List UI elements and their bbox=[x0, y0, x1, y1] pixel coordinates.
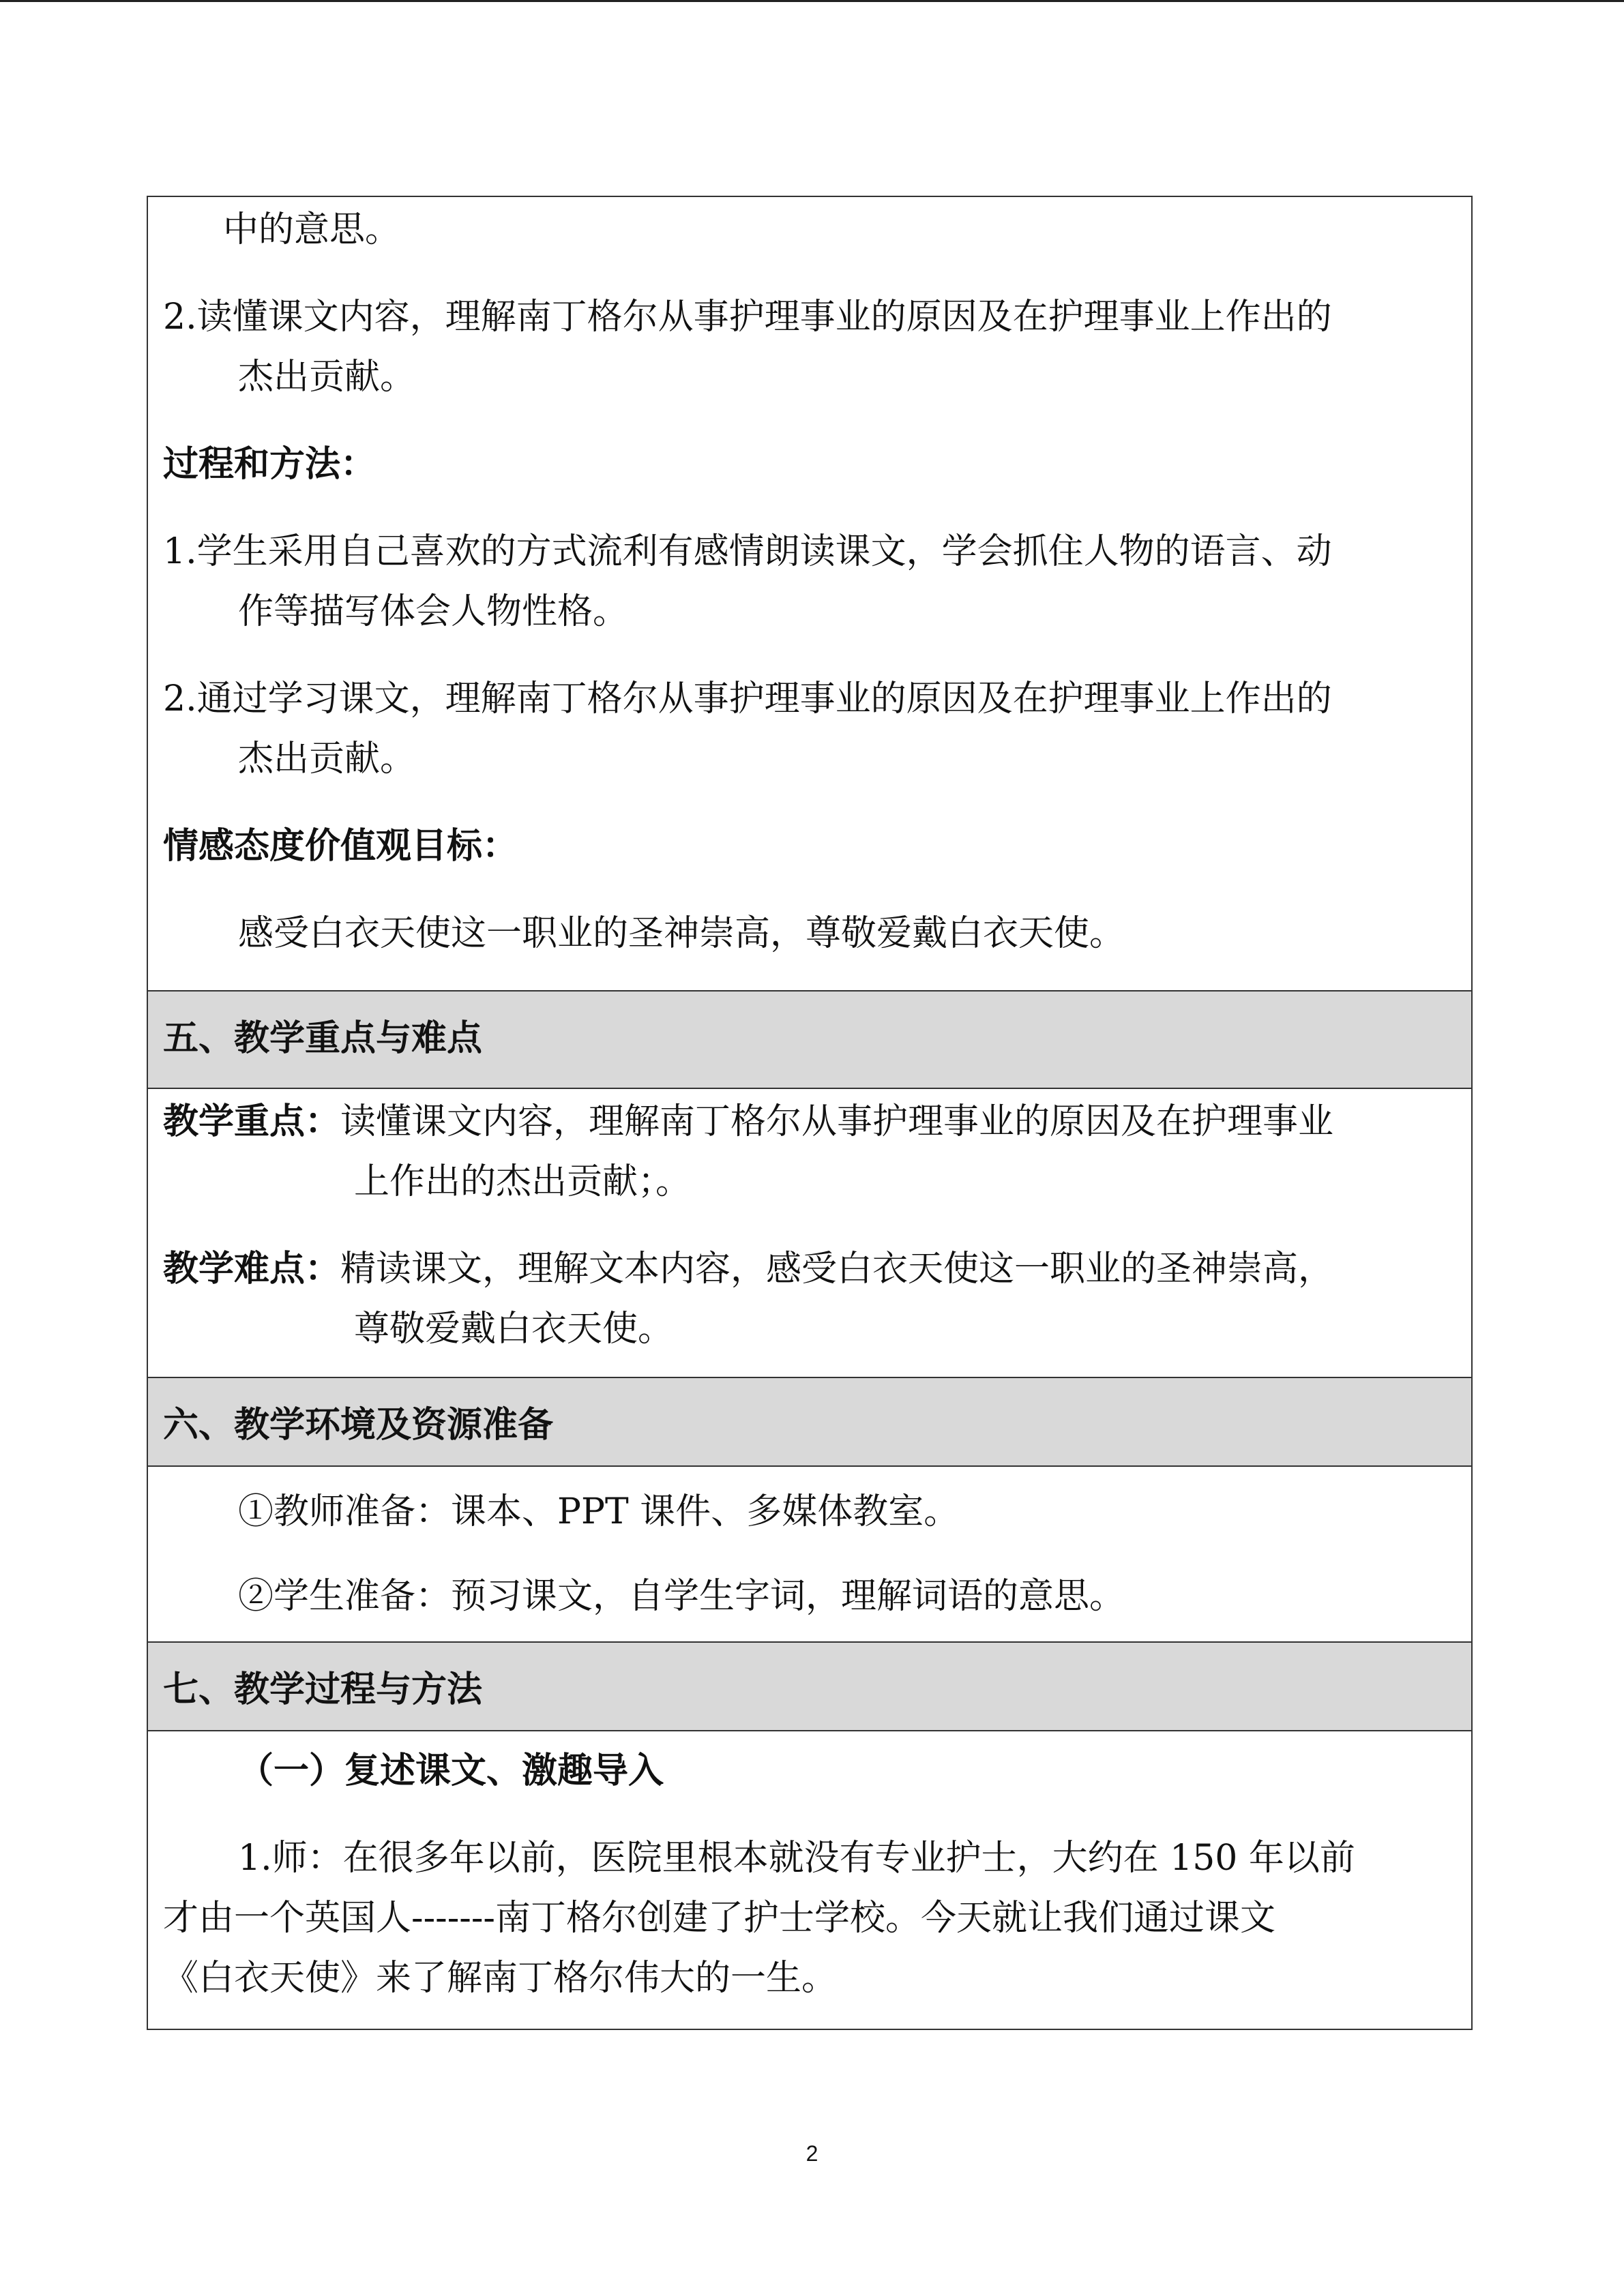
process-method-heading: 过程和方法： bbox=[163, 443, 377, 485]
teaching-difficulty bbox=[148, 1239, 1471, 1359]
process-objective-2-line2: 杰出贡献。 bbox=[238, 739, 416, 779]
knowledge-objective-2-continued: 中的意思。 bbox=[223, 209, 401, 250]
section-5-title: 五、教学重点与难点 bbox=[163, 1017, 483, 1059]
teacher-preparation: ①教师准备：课本、PPT 课件、多媒体教室。 bbox=[238, 1491, 960, 1532]
section-5-body bbox=[148, 1089, 1471, 1378]
teaching-focus-line1: 读懂课文内容，理解南丁格尔从事护理事业的原因及在护理事业 bbox=[340, 1101, 1334, 1142]
process-objective-1-line2: 作等描写体会人物性格。 bbox=[238, 591, 629, 632]
section-6-header bbox=[148, 1378, 1471, 1467]
teaching-focus bbox=[148, 1092, 1471, 1212]
teaching-difficulty-line1: 精读课文，理解文本内容，感受白衣天使这一职业的圣神崇高， bbox=[340, 1249, 1334, 1289]
page-top-border bbox=[0, 0, 1624, 2]
section-7-title: 七、教学过程与方法 bbox=[163, 1669, 483, 1710]
section-7-header bbox=[148, 1643, 1471, 1731]
section-6-body bbox=[148, 1467, 1471, 1643]
section-7-body bbox=[148, 1731, 1471, 2029]
lesson-plan-table bbox=[147, 196, 1473, 2030]
process-objective-1-line1: 1.学生采用自己喜欢的方式流利有感情朗读课文，学会抓住人物的语言、动 bbox=[163, 531, 1332, 572]
process-step-1-para-line1: 1.师：在很多年以前，医院里根本就没有专业护士，大约在 150 年以前 bbox=[238, 1838, 1355, 1879]
process-objective-2-line1: 2.通过学习课文，理解南丁格尔从事护理事业的原因及在护理事业上作出的 bbox=[163, 679, 1332, 719]
teaching-difficulty-label: 教学难点： bbox=[163, 1248, 341, 1289]
process-step-1-para-line2: 才由一个英国人-------南丁格尔创建了护士学校。今天就让我们通过课文 bbox=[163, 1898, 1275, 1939]
teaching-difficulty-line2: 尊敬爱戴白衣天使。 bbox=[354, 1309, 674, 1350]
section-6-title: 六、教学环境及资源准备 bbox=[163, 1404, 554, 1446]
page-number: 2 bbox=[806, 2141, 818, 2166]
knowledge-objective-2-line2: 杰出贡献。 bbox=[238, 357, 416, 398]
emotion-objective-heading: 情感态度价值观目标： bbox=[163, 825, 518, 867]
knowledge-objective-2-line1: 2.读懂课文内容，理解南丁格尔从事护理事业的原因及在护理事业上作出的 bbox=[163, 297, 1332, 338]
emotion-objective-text: 感受白衣天使这一职业的圣神崇高，尊敬爱戴白衣天使。 bbox=[238, 913, 1125, 954]
process-step-1-para-line3: 《白衣天使》来了解南丁格尔伟大的一生。 bbox=[163, 1958, 838, 1999]
teaching-focus-label: 教学重点： bbox=[163, 1101, 341, 1142]
student-preparation: ②学生准备：预习课文，自学生字词，理解词语的意思。 bbox=[238, 1576, 1125, 1617]
objectives-section bbox=[148, 197, 1471, 992]
teaching-focus-line2: 上作出的杰出贡献；。 bbox=[354, 1161, 692, 1202]
process-step-1-heading: （一）复述课文、激趣导入 bbox=[238, 1750, 664, 1791]
section-5-header bbox=[148, 992, 1471, 1089]
